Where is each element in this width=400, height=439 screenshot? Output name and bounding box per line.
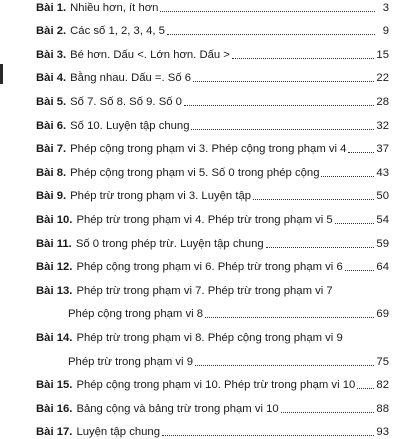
lesson-title: Phép trừ trong phạm vi 3. Luyện tập	[70, 190, 252, 203]
toc-entry	[0, 369, 400, 393]
page-number: 59	[376, 237, 389, 250]
lesson-number: Bài 3.	[36, 48, 67, 61]
toc-entry	[0, 203, 400, 227]
lesson-number: Bài 15.	[36, 379, 73, 392]
toc-entry	[0, 416, 400, 439]
page-number: 37	[376, 143, 389, 156]
dot-leader	[253, 199, 374, 200]
toc-entry	[0, 345, 400, 369]
lesson-number: Bài 10.	[36, 213, 73, 226]
lesson-number: Bài 13.	[36, 284, 73, 297]
dot-leader	[167, 34, 375, 35]
lesson-title: Số 7. Số 8. Số 9. Số 0	[70, 95, 182, 108]
dot-leader	[193, 81, 374, 82]
lesson-number: Bài 16.	[36, 402, 73, 415]
lesson-number: Bài 6.	[36, 119, 67, 132]
lesson-number: Bài 14.	[36, 331, 73, 344]
page-number: 93	[376, 426, 389, 439]
lesson-title: Số 0 trong phép trừ. Luyện tập chung	[75, 237, 264, 250]
page-number: 3	[382, 1, 389, 14]
toc-entry	[0, 0, 400, 15]
dot-leader	[281, 412, 375, 413]
lesson-number: Bài 5.	[36, 95, 67, 108]
page-number: 88	[376, 402, 389, 415]
page-number: 28	[376, 95, 389, 108]
page-number: 22	[376, 72, 389, 85]
toc-entry	[0, 227, 400, 251]
dot-leader	[348, 152, 374, 153]
toc-entry	[0, 62, 400, 86]
dot-leader	[184, 105, 374, 106]
toc-entry	[0, 251, 400, 275]
dot-leader	[232, 58, 375, 59]
lesson-title: Phép cộng trong phạm vi 3. Phép cộng trong phạm vi 4	[70, 143, 347, 156]
toc-entry	[0, 109, 400, 133]
lesson-number: Bài 11.	[36, 237, 72, 250]
lesson-title: Nhiều hơn, ít hơn	[70, 1, 159, 14]
page-number: 50	[376, 190, 389, 203]
lesson-title: Phép cộng trong phạm vi 5. Số 0 trong phép cộng	[70, 166, 320, 179]
lesson-number: Bài 12.	[36, 261, 73, 274]
toc-entry	[0, 274, 400, 298]
page-number: 9	[382, 25, 389, 38]
dot-leader	[160, 11, 375, 12]
page-number: 64	[376, 261, 389, 274]
toc-entry	[0, 133, 400, 157]
page-number: 32	[376, 119, 389, 132]
dot-leader	[191, 129, 374, 130]
dot-leader	[345, 270, 375, 271]
toc-entry	[0, 156, 400, 180]
page-number: 15	[376, 48, 389, 61]
lesson-number: Bài 17.	[36, 426, 73, 439]
lesson-number: Bài 9.	[36, 190, 67, 203]
dot-leader	[357, 388, 374, 389]
lesson-title: Luyện tập chung	[76, 426, 160, 439]
lesson-title: Phép trừ trong phạm vi 9	[68, 355, 193, 368]
lesson-number: Bài 1.	[36, 1, 67, 14]
dot-leader	[195, 365, 374, 366]
lesson-title: Bằng nhau. Dấu =. Số 6	[70, 72, 192, 85]
toc-entry	[0, 392, 400, 416]
dot-leader	[335, 223, 375, 224]
lesson-title: Phép trừ trong phạm vi 7. Phép trừ trong phạm vi 7	[76, 284, 333, 297]
dot-leader	[266, 247, 375, 248]
dot-leader	[321, 176, 374, 177]
page-number: 75	[376, 355, 389, 368]
lesson-title: Số 10. Luyện tập chung	[70, 119, 190, 132]
toc-entry	[0, 298, 400, 322]
dot-leader	[162, 435, 374, 436]
lesson-number: Bài 7.	[36, 143, 67, 156]
dot-leader	[205, 317, 374, 318]
lesson-title: Bé hơn. Dấu <. Lớn hơn. Dấu >	[70, 48, 230, 61]
lesson-title: Phép cộng trong phạm vi 8	[68, 308, 204, 321]
lesson-title: Các số 1, 2, 3, 4, 5	[70, 25, 165, 38]
page-number: 54	[376, 213, 389, 226]
toc-entry	[0, 38, 400, 62]
lesson-number: Bài 4.	[36, 72, 67, 85]
page-number: 69	[376, 308, 389, 321]
lesson-title: Phép trừ trong phạm vi 4. Phép trừ trong phạm vi 5	[76, 213, 333, 226]
lesson-title: Phép cộng trong phạm vi 6. Phép trừ trong phạm vi 6	[76, 261, 343, 274]
toc-entry	[0, 15, 400, 39]
page-number: 43	[376, 166, 389, 179]
page-number: 82	[376, 379, 389, 392]
toc-entry	[0, 321, 400, 345]
lesson-number: Bài 2.	[36, 25, 67, 38]
lesson-title: Phép trừ trong phạm vi 8. Phép cộng trong phạm vi 9	[76, 331, 343, 344]
lesson-title: Bảng cộng và bảng trừ trong phạm vi 10	[76, 402, 279, 415]
lesson-number: Bài 8.	[36, 166, 67, 179]
toc-entry	[0, 85, 400, 109]
toc-entry	[0, 180, 400, 204]
lesson-title: Phép cộng trong phạm vi 10. Phép trừ trong phạm vi 10	[76, 379, 356, 392]
